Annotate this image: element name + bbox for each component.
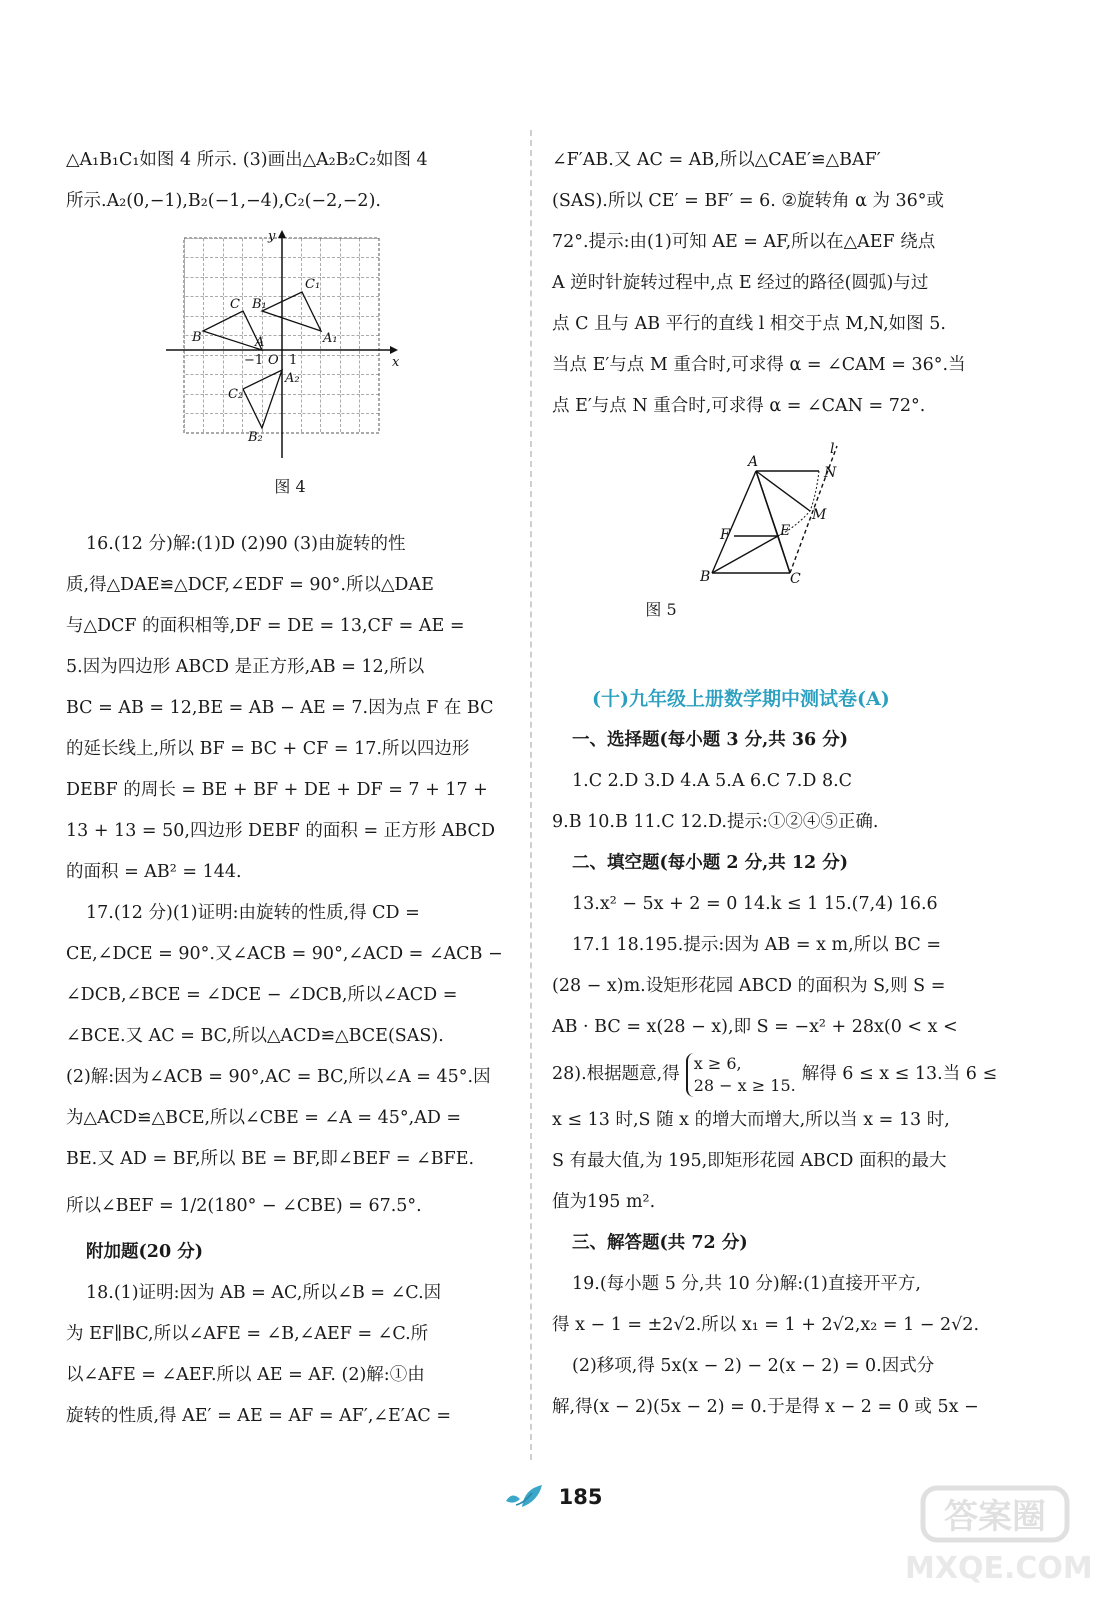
figure-5: [692, 441, 1000, 591]
section-heading: 一、选择题(每小题 3 分,共 36 分): [572, 730, 849, 750]
text-line: 为△ACD≌△BCE,所以∠CBE = ∠A = 45°,AD =: [66, 1108, 462, 1128]
point-label: B: [192, 330, 202, 345]
text-line: △A₁B₁C₁如图 4 所示. (3)画出△A₂B₂C₂如图 4: [66, 150, 428, 170]
point-label: A: [748, 454, 759, 470]
text-line: 16.(12 分)解:(1)D (2)90 (3)由旋转的性: [86, 534, 406, 554]
figure-caption: 图 5: [645, 600, 677, 619]
inequality-system: [686, 1053, 796, 1097]
x-axis-arrow: [390, 346, 398, 354]
page-number: 185: [558, 1485, 603, 1509]
watermark: [905, 1480, 1093, 1590]
text-line: (2)解:因为∠ACB = 90°,AC = BC,所以∠A = 45°.因: [66, 1067, 491, 1087]
segment-am: [756, 471, 810, 511]
text-line: (SAS).所以 CE′ = BF′ = 6. ②旋转角 α 为 36°或: [552, 191, 945, 211]
text-segment: 28).根据题意,得: [552, 1064, 680, 1084]
segment-ab: [712, 471, 756, 573]
text-line: 得 x − 1 = ±2√2.所以 x₁ = 1 + 2√2,x₂ = 1 − 2√2.: [552, 1315, 980, 1335]
text-line: 17.(12 分)(1)证明:由旋转的性质,得 CD =: [86, 903, 420, 923]
point-label: E: [780, 523, 791, 539]
point-label: A₁: [323, 331, 338, 346]
text-line: 旋转的性质,得 AE′ = AE = AF = AF′,∠E′AC =: [66, 1406, 452, 1426]
point-label: B: [700, 569, 711, 585]
text-line: 与△DCF 的面积相等,DF = DE = 13,CF = AE =: [66, 616, 465, 636]
point-label: C: [230, 297, 240, 312]
point-label: A: [255, 335, 265, 350]
column-divider: [530, 130, 532, 1460]
point-label: C: [790, 571, 801, 587]
segment-ae: [756, 471, 778, 536]
watermark-site: MXQE.COM: [905, 1551, 1093, 1586]
section-heading: 三、解答题(共 72 分): [572, 1233, 748, 1253]
answer-line: 13.x² − 5x + 2 = 0 14.k ≤ 1 15.(7,4) 16.6: [572, 894, 938, 914]
text-line: ∠DCB,∠BCE = ∠DCE − ∠DCB,所以∠ACD =: [66, 985, 458, 1005]
text-line: CE,∠DCE = 90°.又∠ACB = 90°,∠ACD = ∠ACB −: [66, 944, 503, 964]
point-label: M: [812, 507, 827, 523]
answer-line: 17.1 18.195.提示:因为 AB = x m,所以 BC =: [572, 935, 942, 955]
figure-4: [158, 228, 514, 468]
y-axis-arrow: [278, 230, 286, 238]
text-segment: 解得 6 ≤ x ≤ 13.当 6 ≤: [801, 1064, 998, 1084]
text-line: 解,得(x − 2)(5x − 2) = 0.于是得 x − 2 = 0 或 5x −: [552, 1397, 979, 1417]
axis-y-label: y: [268, 229, 276, 244]
text-line: [552, 1048, 1000, 1100]
inequality: 28 − x ≥ 15.: [693, 1075, 796, 1095]
point-label: F: [720, 527, 730, 543]
extra-question-heading: 附加题(20 分): [86, 1242, 204, 1262]
text-line: (28 − x)m.设矩形花园 ABCD 的面积为 S,则 S =: [552, 976, 946, 996]
text-line: 点 C 且与 AB 平行的直线 l 相交于点 M,N,如图 5.: [552, 314, 946, 334]
point-label: C₁: [305, 277, 321, 292]
text-line: 为 EF∥BC,所以∠AFE = ∠B,∠AEF = ∠C.所: [66, 1324, 429, 1344]
text-line: 所示.A₂(0,−1),B₂(−1,−4),C₂(−2,−2).: [66, 191, 381, 211]
text-line: A 逆时针旋转过程中,点 E 经过的路径(圆弧)与过: [552, 273, 929, 293]
text-line: 的延长线上,所以 BF = BC + CF = 17.所以四边形: [66, 739, 470, 759]
text-line: AB · BC = x(28 − x),即 S = −x² + 28x(0 < x <: [552, 1017, 958, 1037]
section-title: (十)九年级上册数学期中测试卷(A): [592, 688, 890, 710]
answer-line: 1.C 2.D 3.D 4.A 5.A 6.C 7.D 8.C: [572, 771, 853, 791]
tick-label: 1: [289, 353, 298, 368]
text-line: 18.(1)证明:因为 AB = AC,所以∠B = ∠C.因: [86, 1283, 442, 1303]
point-label: N: [824, 465, 837, 481]
axis-x-label: x: [392, 355, 400, 370]
inequality: x ≥ 6,: [693, 1053, 742, 1073]
text-line: DEBF 的周长 = BE + BF + DE + DF = 7 + 17 +: [66, 780, 488, 800]
point-label: l: [830, 441, 835, 457]
point-label: B₂: [248, 430, 263, 445]
coordinate-grid-figure: [158, 228, 408, 468]
text-line: (2)移项,得 5x(x − 2) − 2(x − 2) = 0.因式分: [572, 1356, 935, 1376]
tick-label: −1: [244, 353, 264, 368]
right-column: [552, 140, 1000, 1428]
segment-ec: [778, 536, 790, 573]
point-label: B₁: [252, 297, 267, 312]
text-line: 的面积 = AB² = 144.: [66, 862, 242, 882]
text-line: x ≤ 13 时,S 随 x 的增大而增大,所以当 x = 13 时,: [552, 1110, 950, 1130]
origin-label: O: [268, 353, 279, 368]
text-line: 以∠AFE = ∠AEF.所以 AE = AF. (2)解:①由: [66, 1365, 425, 1385]
text-line: 13 + 13 = 50,四边形 DEBF 的面积 = 正方形 ABCD: [66, 821, 495, 841]
text-line: BC = AB = 12,BE = AB − AE = 7.因为点 F 在 BC: [66, 698, 494, 718]
text-line: 值为195 m².: [552, 1192, 656, 1212]
text-line: 点 E′与点 N 重合时,可求得 α = ∠CAN = 72°.: [552, 396, 926, 416]
text-line: 质,得△DAE≌△DCF,∠EDF = 90°.所以△DAE: [66, 575, 434, 595]
text-line: 所以∠BEF = 1/2(180° − ∠CBE) = 67.5°.: [66, 1196, 422, 1216]
text-line: ∠BCE.又 AC = BC,所以△ACD≌△BCE(SAS).: [66, 1026, 444, 1046]
text-line: 72°.提示:由(1)可知 AE = AF,所以在△AEF 绕点: [552, 232, 936, 252]
watermark-logo: [905, 1480, 1085, 1550]
point-label: C₂: [228, 387, 244, 402]
text-line: S 有最大值,为 195,即矩形花园 ABCD 面积的最大: [552, 1151, 947, 1171]
text-line: 19.(每小题 5 分,共 10 分)解:(1)直接开平方,: [572, 1274, 921, 1294]
answer-line: 9.B 10.B 11.C 12.D.提示:①②④⑤正确.: [552, 812, 879, 832]
geometry-figure: [692, 441, 842, 591]
text-line: 当点 E′与点 M 重合时,可求得 α = ∠CAM = 36°.当: [552, 355, 966, 375]
svg-text:答案圈: 答案圈: [944, 1497, 1046, 1537]
text-line: 5.因为四边形 ABCD 是正方形,AB = 12,所以: [66, 657, 425, 677]
section-heading: 二、填空题(每小题 2 分,共 12 分): [572, 853, 849, 873]
point-label: A₂: [285, 371, 300, 386]
text-line: ∠F′AB.又 AC = AB,所以△CAE′≌△BAF′: [552, 150, 881, 170]
figure-caption: 图 4: [274, 477, 306, 496]
leaf-ornament-icon: [502, 1483, 548, 1511]
left-column: [66, 140, 514, 1437]
text-line: BE.又 AD = BF,所以 BE = BF,即∠BEF = ∠BFE.: [66, 1149, 475, 1169]
